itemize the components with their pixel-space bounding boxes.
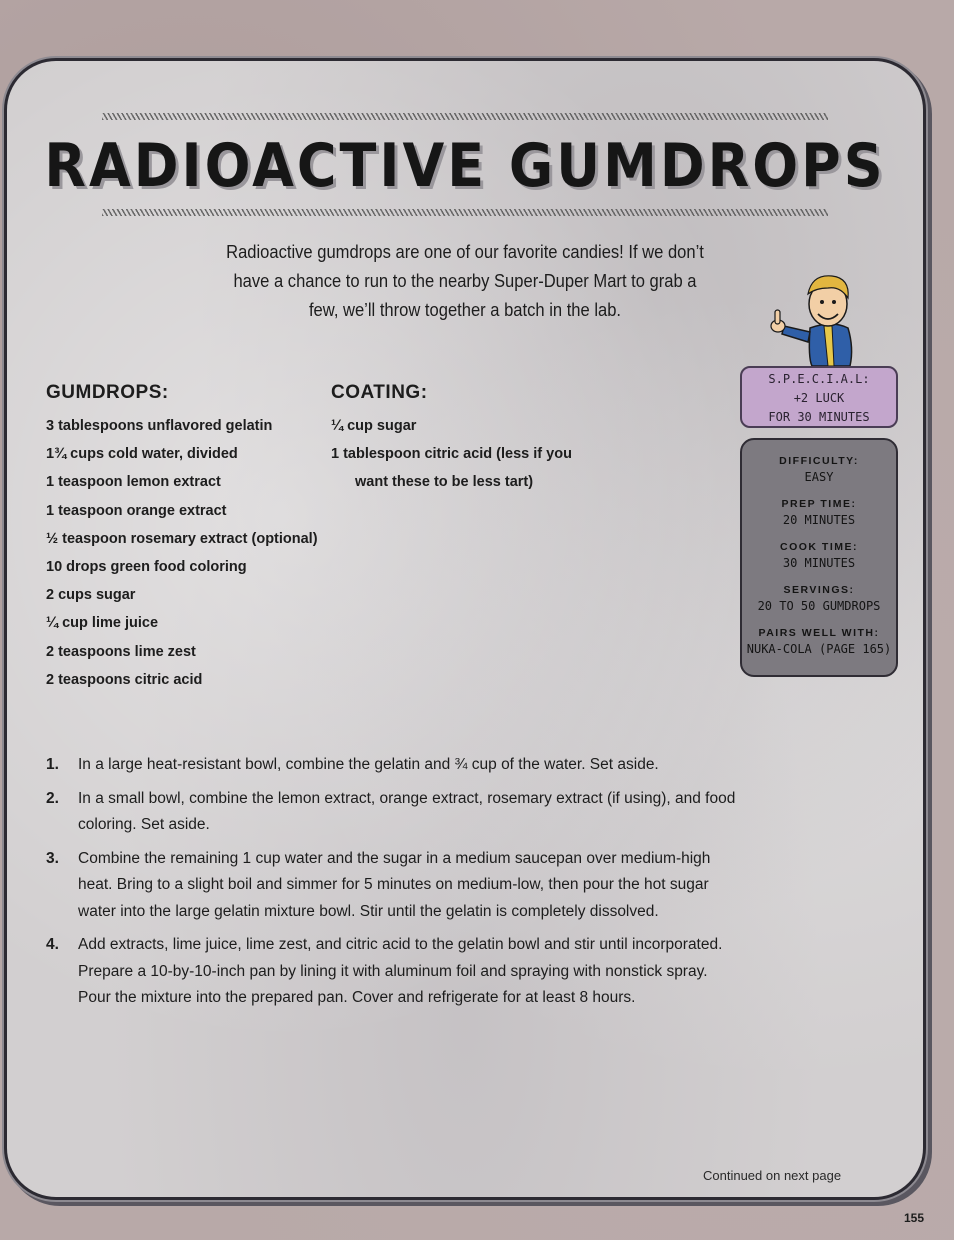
ingredient-item: 1¾ cups cold water, divided <box>46 446 238 463</box>
ingredient-item: 3 tablespoons unflavored gelatin <box>46 418 273 434</box>
stat-servings <box>742 583 896 614</box>
stat-label: COOK TIME: <box>780 541 858 553</box>
ingredient-item: 2 teaspoons citric acid <box>46 671 203 688</box>
stat-label: DIFFICULTY: <box>779 455 859 467</box>
step-text: In a small bowl, combine the lemon extract, orange extract, rosemary extract (if using), and food coloring. Set aside. <box>78 789 736 833</box>
special-bonus: +2 LUCK <box>793 391 845 405</box>
page-title: RADIOACTIVE GUMDROPS <box>44 130 886 201</box>
stat-label: SERVINGS: <box>783 584 855 596</box>
stat-cook-time <box>742 540 896 571</box>
stat-value: 20 MINUTES <box>782 513 856 527</box>
continued-note: Continued on next page <box>703 1168 842 1183</box>
stat-value: 30 MINUTES <box>782 556 856 570</box>
gumdrops-ingredients <box>46 382 318 694</box>
intro-text: Radioactive gumdrops are one of our favorite candies! If we don’t have a chance to run to the nearby Super-Duper Mart to grab a few, we’ll throw together a batch in the lab. <box>226 242 704 320</box>
stat-difficulty <box>742 454 896 485</box>
step-text: Combine the remaining 1 cup water and the sugar in a medium saucepan over medium-high heat. Bring to a slight boil and simmer for 5 minutes on medium-low, then pour the hot sugar water into the large gelatin mixture bowl. Stir until the gelatin is completely dissolved. <box>78 849 711 920</box>
title-rule-bottom <box>102 209 828 216</box>
ingredient-item: ¼ cup lime juice <box>46 615 159 632</box>
page-number: 155 <box>904 1211 925 1225</box>
instruction-step <box>46 932 736 1012</box>
step-text: In a large heat-resistant bowl, combine the gelatin and ¾ cup of the water. Set aside. <box>78 756 659 773</box>
step-number: 2. <box>46 789 59 807</box>
title-rule-top <box>102 113 828 120</box>
instruction-step <box>46 786 736 839</box>
stat-value: 20 TO 50 GUMDROPS <box>757 599 881 613</box>
ingredient-item: 1 teaspoon orange extract <box>46 502 227 519</box>
step-number: 1. <box>46 756 59 773</box>
instructions-list <box>46 752 736 1019</box>
stat-value: NUKA-COLA (PAGE 165) <box>746 642 892 656</box>
stat-value: EASY <box>804 470 834 484</box>
stat-label: PAIRS WELL WITH: <box>758 627 880 639</box>
stat-pairs-with <box>742 626 896 657</box>
instruction-step <box>46 846 736 926</box>
recipe-stats-box <box>740 438 898 677</box>
coating-ingredients <box>331 382 601 497</box>
stat-label: PREP TIME: <box>781 498 857 510</box>
coating-heading: COATING: <box>331 382 428 403</box>
ingredient-item: 10 drops green food coloring <box>46 559 247 576</box>
step-number: 3. <box>46 849 59 867</box>
ingredient-item: ¼ cup sugar <box>331 418 417 434</box>
ingredient-item: ½ teaspoon rosemary extract (optional) <box>46 530 318 547</box>
special-duration: FOR 30 MINUTES <box>768 410 870 424</box>
step-text: Add extracts, lime juice, lime zest, and citric acid to the gelatin bowl and stir until incorporated. Prepare a 10-by-10-inch pan by lining it with aluminum foil and spraying with nonstick spray. Pour the mixture into the prepared pan. Cover and refrigerate for at least 8 hours. <box>78 936 723 1006</box>
stat-prep-time <box>742 497 896 528</box>
gumdrops-heading: GUMDROPS: <box>46 382 169 403</box>
step-number: 4. <box>46 936 59 953</box>
instruction-step <box>46 752 736 779</box>
ingredient-item: 2 teaspoons lime zest <box>46 643 196 660</box>
ingredient-item: 1 teaspoon lemon extract <box>46 474 221 491</box>
vault-boy-icon <box>762 268 862 368</box>
special-badge <box>740 366 898 428</box>
special-title: S.P.E.C.I.A.L: <box>768 372 870 386</box>
ingredient-item: 1 tablespoon citric acid (less if you want these to be less tart) <box>331 446 572 491</box>
ingredient-item: 2 cups sugar <box>46 587 136 604</box>
